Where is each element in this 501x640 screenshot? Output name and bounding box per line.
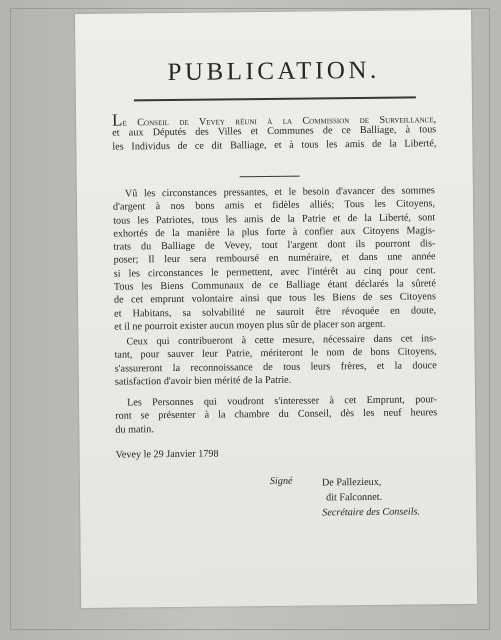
paragraph-3: [115, 393, 437, 436]
intro-block: [112, 110, 436, 153]
para2-line: satisfaction d'avoir bien mérité de la Patrie.: [114, 374, 292, 388]
document-title: PUBLICATION.: [167, 56, 380, 87]
para1-line: d'argent à nos bons amis et fidèles alliés; Tous les Citoyens,: [112, 198, 436, 213]
intro-line: les Individus de ce dit Balliage, et à tous les amis de la Liberté,: [112, 137, 437, 153]
para1-line: si les circonstances le permettent, avec l'intérêt au cinq pour cent.: [113, 265, 436, 280]
signed-label: Signé: [269, 475, 293, 487]
dropcap-letter: L: [112, 110, 123, 130]
intro-line: et aux Députés des Villes et Communes de ce Balliage, à tous: [112, 124, 437, 139]
para2-line: s'assureront la reconnoissance de tous leurs frères, et la douce: [114, 359, 437, 375]
para1-line: Vû les circonstances pressantes, et le besoin d'avancer des sommes: [124, 185, 435, 200]
para1-line: exhortés de la manière la plus forte à confier aux Citoyens Magis-: [113, 225, 436, 240]
para3-line: ront se présenter à la chambre du Conseil, dès les neuf heures: [115, 407, 438, 422]
title-rule: [134, 96, 416, 101]
para1-line: tous les Patriotes, tous les amis de la Patrie et de la Liberté, sont: [113, 211, 436, 227]
para2-line: Ceux qui contribueront à cette mesure, nécessaire dans cet ins-: [126, 333, 437, 348]
para3-line: du matin.: [115, 423, 154, 436]
dateline: Vevey le 29 Janvier 1798: [115, 448, 219, 461]
section-separator: [240, 176, 300, 178]
dateline-block: [116, 445, 438, 462]
signatory-role: Secrétaire des Conseils.: [322, 506, 421, 519]
document-sheet: [75, 10, 477, 608]
paragraph-1: [113, 184, 437, 334]
para1-line: poser; Il leur sera remboursé en numéraire, et dans une année: [113, 251, 436, 267]
signatory-name: De Pallezieux,: [321, 476, 382, 489]
para2-line: tant, pour sauver leur Patrie, mériteront le nom de bons Citoyens,: [114, 346, 437, 361]
para3-line: Les Personnes qui voudront s'interesser à cet Emprunt, pour-: [127, 394, 438, 409]
para1-line: et il ne pourroit exister aucun moyen plus sûr de placer son argent.: [114, 318, 386, 333]
para1-line: trats du Balliage de Vevey, tout l'argent dont ils pourront dis-: [113, 238, 436, 253]
para1-line: et Habitans, sa solvabilité ne sauroit être révoquée en doute,: [114, 304, 437, 320]
intro-line-text: e Conseil de Vevey réuni à la Commission de Surveillance,: [122, 114, 437, 129]
paragraph-2: [114, 332, 437, 389]
para1-line: de cet emprunt volontaire ainsi que tous les Biens de ses Citoyens: [113, 291, 437, 306]
para1-line: Tous les Biens Communaux de ce Balliage étant déclarés la sûreté: [113, 278, 436, 293]
signatory-alias: dit Falconnet.: [326, 491, 383, 504]
signature-block: [322, 474, 420, 520]
